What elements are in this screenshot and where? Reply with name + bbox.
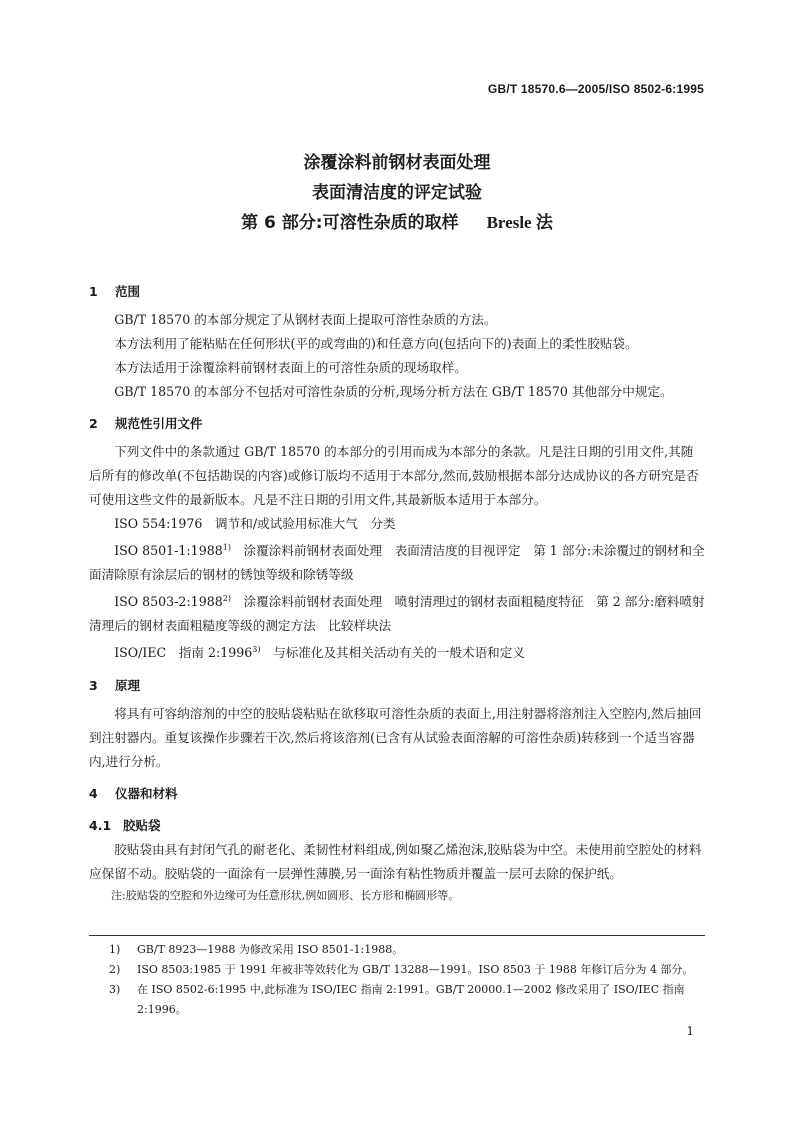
section-title: 规范性引用文件	[115, 416, 203, 431]
section-title: 仪器和材料	[115, 785, 178, 801]
section-heading-apparatus	[89, 782, 705, 806]
paragraph: 将具有可容纳溶剂的中空的胶贴袋粘贴在欲移取可溶性杂质的表面上,用注射器将溶剂注入空腔内,然后抽回到注射器内。重复该操作步骤若干次,然后将该溶剂(已含有从试验表面溶解的可溶性杂质)转移到一个适当容器内,进行分析。	[89, 705, 702, 769]
footnote	[89, 960, 705, 980]
footnote-mark: 1)	[109, 943, 121, 956]
paragraph: 下列文件中的条款通过 GB/T 18570 的本部分的引用而成为本部分的条款。凡是注日期的引用文件,其随后所有的修改单(不包括勘误的内容)或修订版均不适用于本部分,然而,鼓励根据本部分达成协议的各方研究是否可使用这些文件的最新版本。凡是不注日期的引用文件,其最新版本适用于本部分。	[89, 444, 699, 507]
section-number: 1	[89, 284, 98, 299]
document-title	[0, 148, 794, 238]
paragraph: 本方法适用于涂覆涂料前钢材表面上的可溶性杂质的现场取样。	[114, 360, 467, 375]
footnote	[89, 940, 705, 960]
footnote-mark: 3)	[109, 983, 121, 996]
footnote-marker: 2)	[222, 594, 231, 604]
title-method: Bresle 法	[486, 213, 553, 232]
subsection-heading-patch	[89, 814, 705, 838]
reference-code: ISO 8501-1:1988	[114, 543, 223, 559]
title-line-1: 涂覆涂料前钢材表面处理	[303, 153, 491, 173]
section-number: 2	[89, 416, 98, 431]
page-number: 1	[686, 1024, 694, 1038]
reference-item	[89, 536, 705, 587]
section-title: 原理	[115, 677, 141, 693]
footnote	[89, 980, 705, 1020]
subsection-title: 胶贴袋	[123, 817, 161, 833]
section-heading-principle	[89, 674, 705, 698]
reference-code: ISO 8503-2:1988	[114, 594, 223, 610]
reference-code: ISO/IEC 指南 2:1996	[114, 645, 253, 661]
paragraph: GB/T 18570 的本部分规定了从钢材表面上提取可溶性杂质的方法。	[114, 312, 497, 327]
footnote-text: 在 ISO 8502-6:1995 中,此标准为 ISO/IEC 指南 2:1991。GB/T 20000.1—2002 修改采用了 ISO/IEC 指南 2:1996。	[137, 983, 685, 1016]
footnote-marker: 3)	[252, 645, 261, 655]
reference-item: ISO 554:1976 调节和/或试验用标准大气 分类	[114, 516, 396, 531]
footnotes	[89, 935, 705, 1020]
section-number: 3	[89, 677, 98, 693]
section-heading-scope	[89, 280, 705, 304]
section-number: 4	[89, 785, 98, 801]
section-heading-normative-references	[89, 412, 705, 436]
footnote-text: ISO 8503:1985 于 1991 年被非等效转化为 GB/T 13288—1991。ISO 8503 于 1988 年修订后分为 4 部分。	[137, 963, 694, 976]
subsection-number: 4.1	[89, 817, 112, 833]
section-title: 范围	[115, 284, 141, 299]
reference-item	[89, 638, 705, 665]
title-line-2: 表面清洁度的评定试验	[312, 183, 482, 203]
reference-title: 涂覆涂料前钢材表面处理 喷射清理过的钢材表面粗糙度特征 第 2 部分:磨料喷射清理后的钢材表面粗糙度等级的测定方法 比较样块法	[89, 594, 705, 634]
footnote-mark: 2)	[109, 963, 121, 976]
reference-title: 涂覆涂料前钢材表面处理 表面清洁度的目视评定 第 1 部分:未涂覆过的钢材和全面清除原有涂层后的钢材的锈蚀等级和除锈等级	[89, 543, 705, 583]
document-body	[89, 280, 705, 906]
standard-number: GB/T 18570.6—2005/ISO 8502-6:1995	[487, 82, 704, 96]
footnote-marker: 1)	[222, 543, 231, 552]
paragraph: 本方法利用了能粘贴在任何形状(平的或弯曲的)和任意方向(包括向下的)表面上的柔性胶贴袋。	[114, 336, 638, 351]
paragraph: GB/T 18570 的本部分不包括对可溶性杂质的分析,现场分析方法在 GB/T 18570 其他部分中规定。	[114, 384, 673, 399]
paragraph: 胶贴袋由具有封闭气孔的耐老化、柔韧性材料组成,例如聚乙烯泡沫,胶贴袋为中空。未使用前空腔处的材料应保留不动。胶贴袋的一面涂有一层弹性薄膜,另一面涂有粘性物质并覆盖一层可去除的保护纸。	[89, 841, 702, 881]
title-part: 第 6 部分:可溶性杂质的取样	[241, 213, 459, 233]
footnote-text: GB/T 8923—1988 为修改采用 ISO 8501-1:1988。	[137, 943, 404, 956]
note: 注:胶贴袋的空腔和外边缘可为任意形状,例如圆形、长方形和椭圆形等。	[111, 888, 460, 902]
title-line-3	[0, 208, 794, 238]
reference-item	[89, 587, 705, 638]
reference-title: 与标准化及其相关活动有关的一般术语和定义	[260, 645, 525, 661]
